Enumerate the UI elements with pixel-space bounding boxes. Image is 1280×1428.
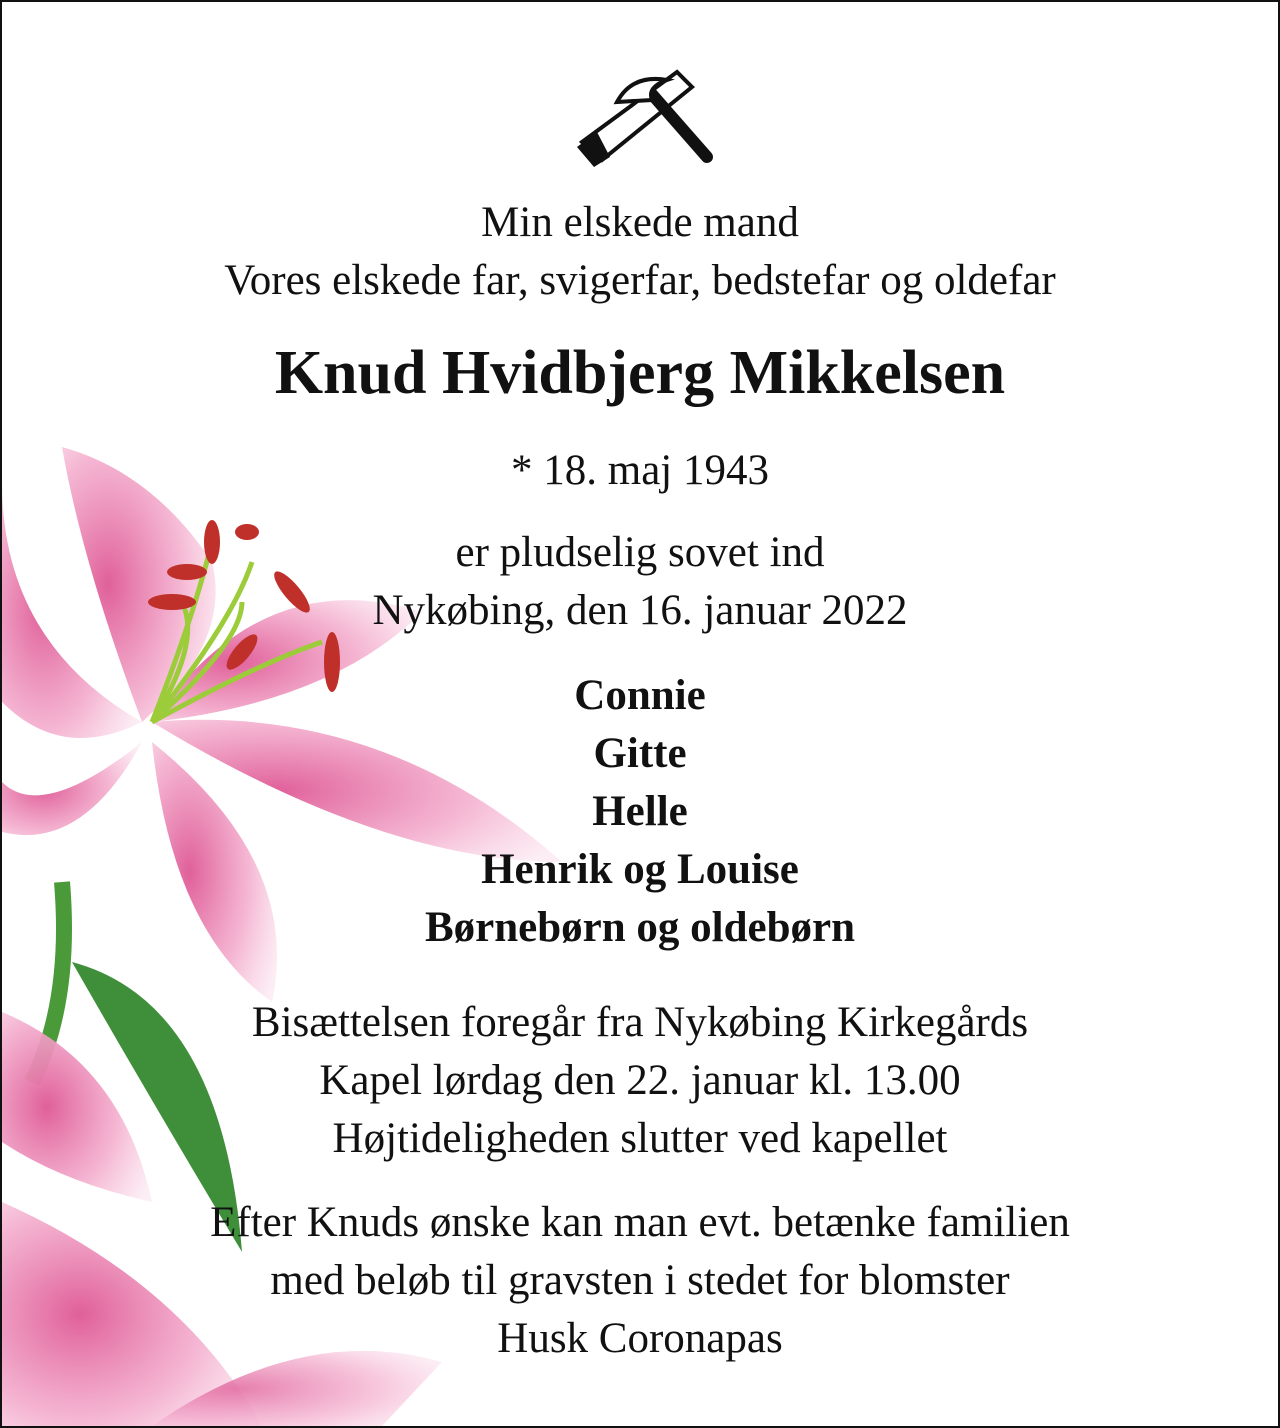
wishes-line: Husk Coronapas — [497, 1315, 783, 1362]
death-line: Nykøbing, den 16. januar 2022 — [372, 587, 908, 634]
funeral-line: Kapel lørdag den 22. januar kl. 13.00 — [319, 1057, 961, 1104]
deceased-name: Knud Hvidbjerg Mikkelsen — [274, 339, 1006, 407]
mourner: Børnebørn og oldebørn — [424, 904, 856, 951]
wishes-line: Efter Knuds ønske kan man evt. betænke familien — [210, 1199, 1070, 1246]
funeral-line: Bisættelsen foregår fra Nykøbing Kirkegårds — [251, 999, 1029, 1046]
mourner: Gitte — [593, 730, 687, 777]
mourner: Henrik og Louise — [481, 846, 799, 893]
hammer-and-saw-icon — [572, 62, 717, 172]
wishes-line: med beløb til gravsten i stedet for blomster — [270, 1257, 1010, 1304]
mourner: Connie — [574, 672, 706, 719]
intro-line: Min elskede mand — [481, 199, 799, 246]
birth-date: * 18. maj 1943 — [511, 447, 769, 494]
intro-line: Vores elskede far, svigerfar, bedstefar og oldefar — [224, 257, 1056, 304]
mourner: Helle — [592, 788, 688, 835]
funeral-line: Højtideligheden slutter ved kapellet — [332, 1115, 948, 1162]
death-line: er pludselig sovet ind — [455, 529, 825, 576]
